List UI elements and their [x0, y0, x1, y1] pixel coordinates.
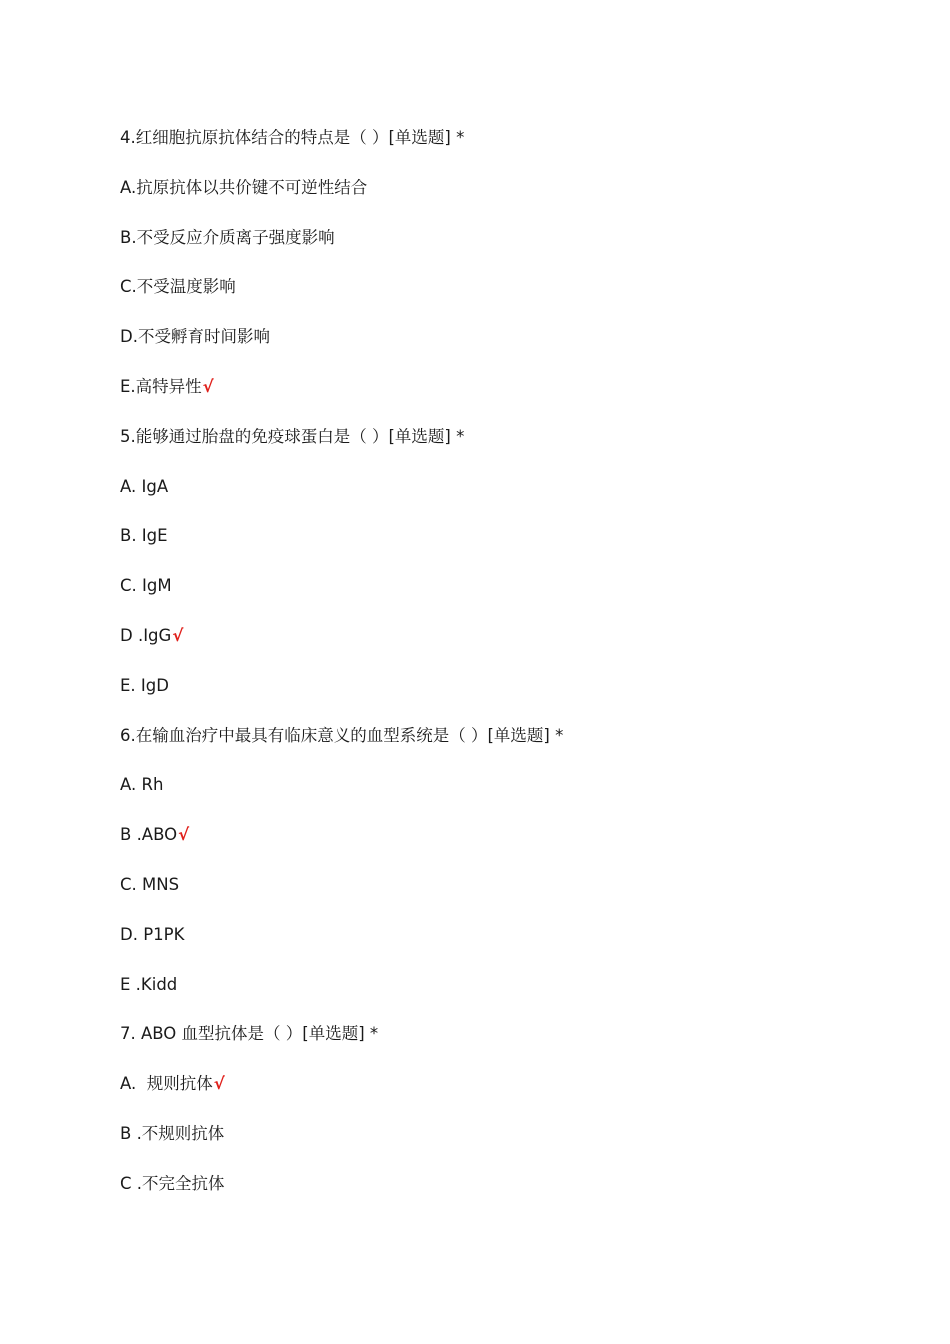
option-text: B. IgE — [120, 526, 168, 546]
question-text: 5.能够通过胎盘的免疫球蛋白是（ ）[单选题] * — [120, 426, 465, 446]
question-5-title — [120, 424, 880, 474]
option-text: C .不完全抗体 — [120, 1173, 225, 1193]
correct-check-icon: √ — [213, 1074, 225, 1094]
question-6-option-a — [120, 772, 880, 822]
question-4-option-e — [120, 374, 880, 424]
question-4-option-d — [120, 324, 880, 374]
question-4-option-c — [120, 274, 880, 324]
question-6-option-b — [120, 822, 880, 872]
question-7-title — [120, 1021, 880, 1071]
question-5-option-b — [120, 523, 880, 573]
option-text: C. MNS — [120, 874, 180, 894]
option-text: A. IgA — [120, 476, 169, 496]
option-text: B .不规则抗体 — [120, 1123, 225, 1143]
question-text: 4.红细胞抗原抗体结合的特点是（ ）[单选题] * — [120, 128, 465, 147]
option-text: A. Rh — [120, 775, 164, 795]
question-4-title — [120, 125, 880, 175]
question-text: 6.在输血治疗中最具有临床意义的血型系统是（ ）[单选题] * — [120, 725, 564, 745]
question-5-option-d — [120, 623, 880, 673]
option-text: A. 规则抗体 — [120, 1074, 213, 1094]
option-text: D. P1PK — [120, 924, 185, 944]
question-5-option-e — [120, 673, 880, 723]
option-text: B.不受反应介质离子强度影响 — [120, 227, 335, 247]
question-5-option-a — [120, 474, 880, 524]
option-text: A.抗原抗体以共价键不可逆性结合 — [120, 177, 368, 197]
option-text: C. IgM — [120, 576, 172, 596]
question-6-option-e — [120, 972, 880, 1022]
correct-check-icon: √ — [172, 625, 184, 645]
question-4-option-a — [120, 175, 880, 225]
option-text: E .Kidd — [120, 974, 178, 994]
option-text: E.高特异性 — [120, 376, 202, 396]
question-list — [120, 125, 880, 1221]
option-text: D.不受孵育时间影响 — [120, 327, 270, 347]
correct-check-icon: √ — [178, 825, 190, 845]
question-6-option-c — [120, 872, 880, 922]
option-text: D .IgG — [120, 625, 172, 645]
question-text: 7. ABO 血型抗体是（ ）[单选题] * — [120, 1024, 379, 1044]
question-5-option-c — [120, 573, 880, 623]
question-6-option-d — [120, 922, 880, 972]
option-text: E. IgD — [120, 675, 169, 695]
question-7-option-b — [120, 1121, 880, 1171]
question-4-option-b — [120, 225, 880, 275]
question-6-title — [120, 723, 880, 773]
question-7-option-c — [120, 1171, 880, 1221]
option-text: B .ABO — [120, 825, 178, 845]
option-text: C.不受温度影响 — [120, 277, 236, 297]
correct-check-icon: √ — [202, 376, 214, 396]
question-7-option-a — [120, 1071, 880, 1121]
